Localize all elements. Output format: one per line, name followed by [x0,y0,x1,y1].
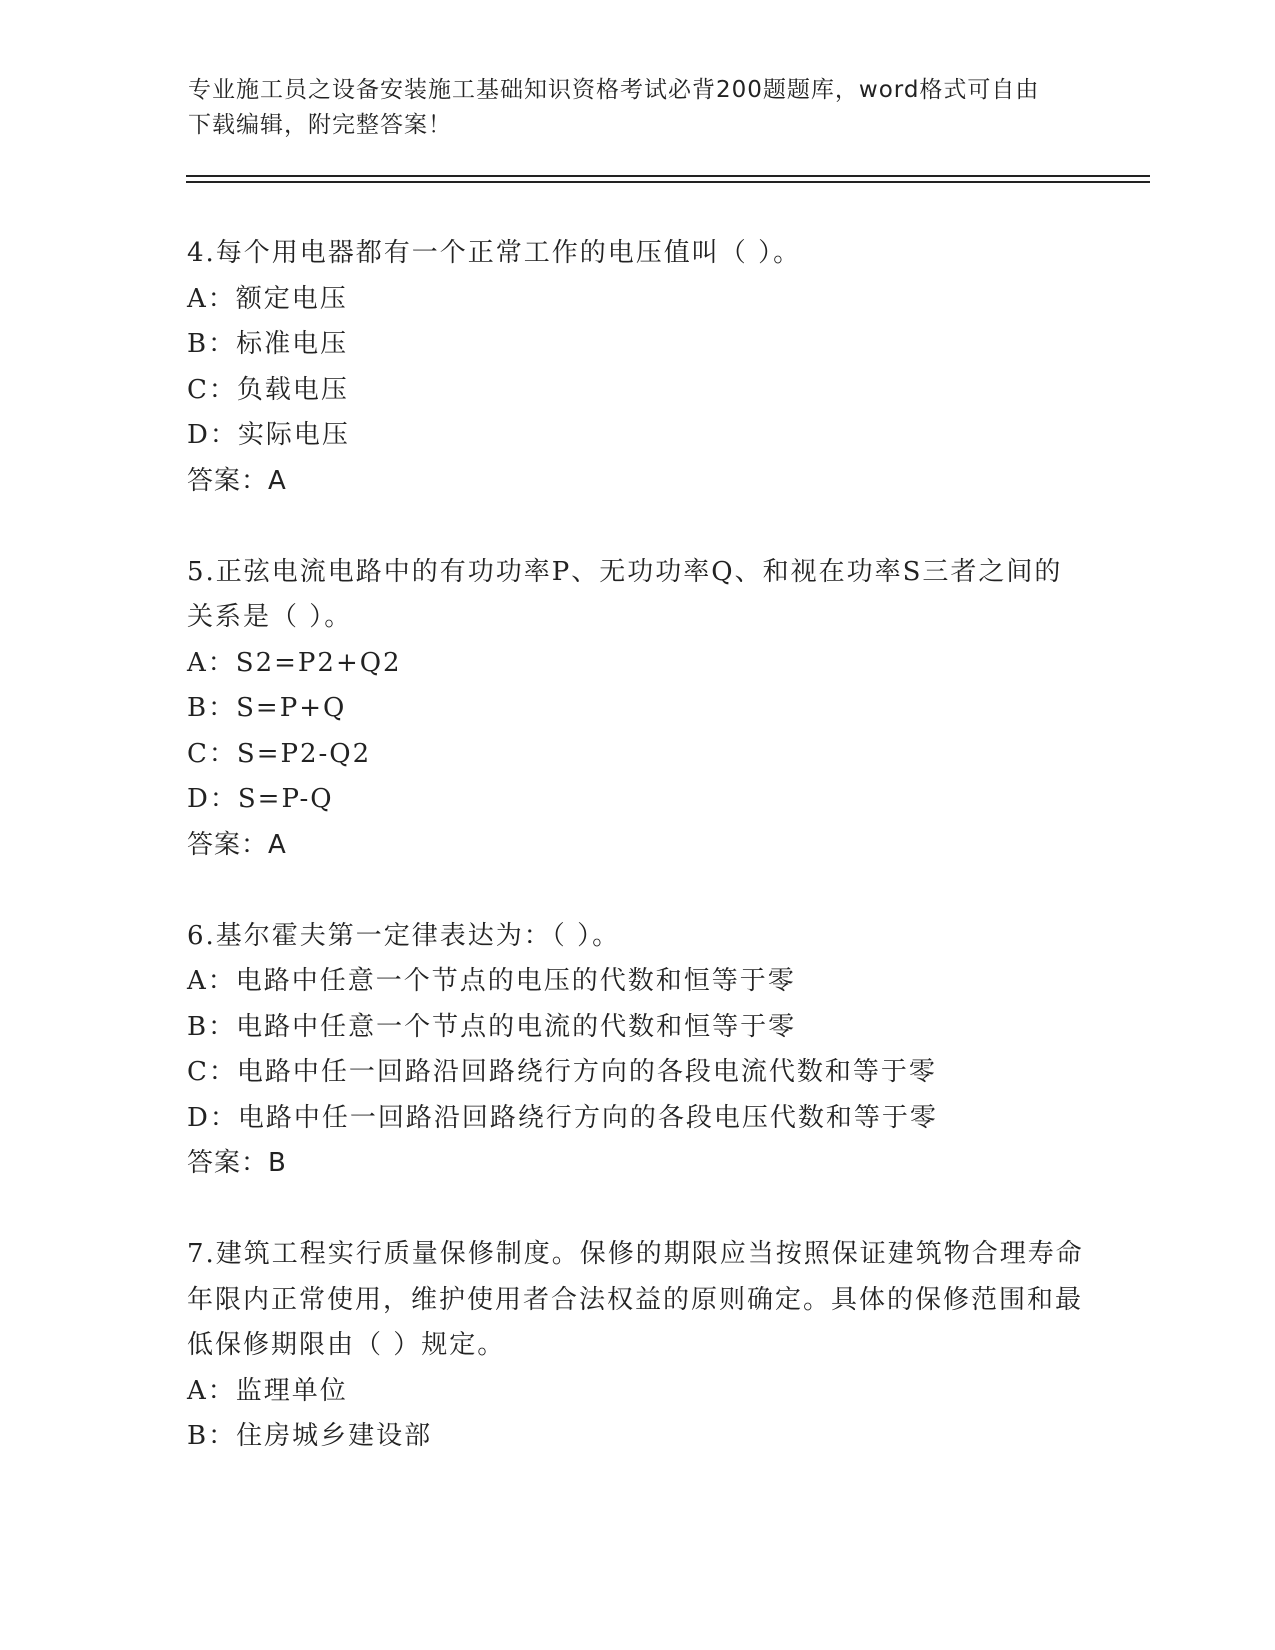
option-c: C：电路中任一回路沿回路绕行方向的各段电流代数和等于零 [187,1057,937,1087]
question-stem: 7.建筑工程实行质量保修制度。保修的期限应当按照保证建筑物合理寿命年限内正常使用，维护使用者合法权益的原则确定。具体的保修范围和最低保修期限由（ ）规定。 [187,1239,1084,1360]
question-5 [187,550,1087,869]
option-b: B：标准电压 [187,329,349,359]
option-c: C：S=P2-Q2 [187,738,372,769]
option-d: D：S=P-Q [187,784,334,814]
question-4 [187,231,1087,504]
option-b: B：电路中任意一个节点的电流的代数和恒等于零 [187,1011,797,1042]
option-d: D：实际电压 [187,420,350,450]
option-d: D：电路中任一回路沿回路绕行方向的各段电压代数和等于零 [187,1102,938,1133]
question-7 [187,1232,1087,1460]
question-stem: 5.正弦电流电路中的有功功率P、无功功率Q、和视在功率S三者之间的关系是（ ）。 [187,556,1063,632]
question-list [187,231,1087,1505]
header-title-line-1: 专业施工员之设备安装施工基础知识资格考试必背200题题库，word格式可自由 [188,77,1040,103]
question-6 [187,914,1087,1187]
question-stem: 6.基尔霍夫第一定律表达为：（ ）。 [187,920,621,951]
answer-line: 答案：B [187,1148,287,1178]
option-a: A：监理单位 [187,1375,348,1406]
header-divider-bottom [186,181,1150,183]
option-c: C：负载电压 [187,374,349,405]
option-a: A：S2=P2+Q2 [187,647,402,678]
header-divider-top [186,175,1150,177]
option-a: A：电路中任意一个节点的电压的代数和恒等于零 [187,966,796,996]
answer-line: 答案：A [187,829,287,860]
answer-line: 答案：A [187,465,287,496]
question-stem: 4.每个用电器都有一个正常工作的电压值叫（ ）。 [187,238,802,268]
option-b: B：S=P+Q [187,693,347,723]
option-a: A：额定电压 [187,283,348,314]
header-title-line-2: 下载编辑，附完整答案！ [188,112,452,138]
option-b: B：住房城乡建设部 [187,1421,433,1451]
document-header [188,73,1068,143]
